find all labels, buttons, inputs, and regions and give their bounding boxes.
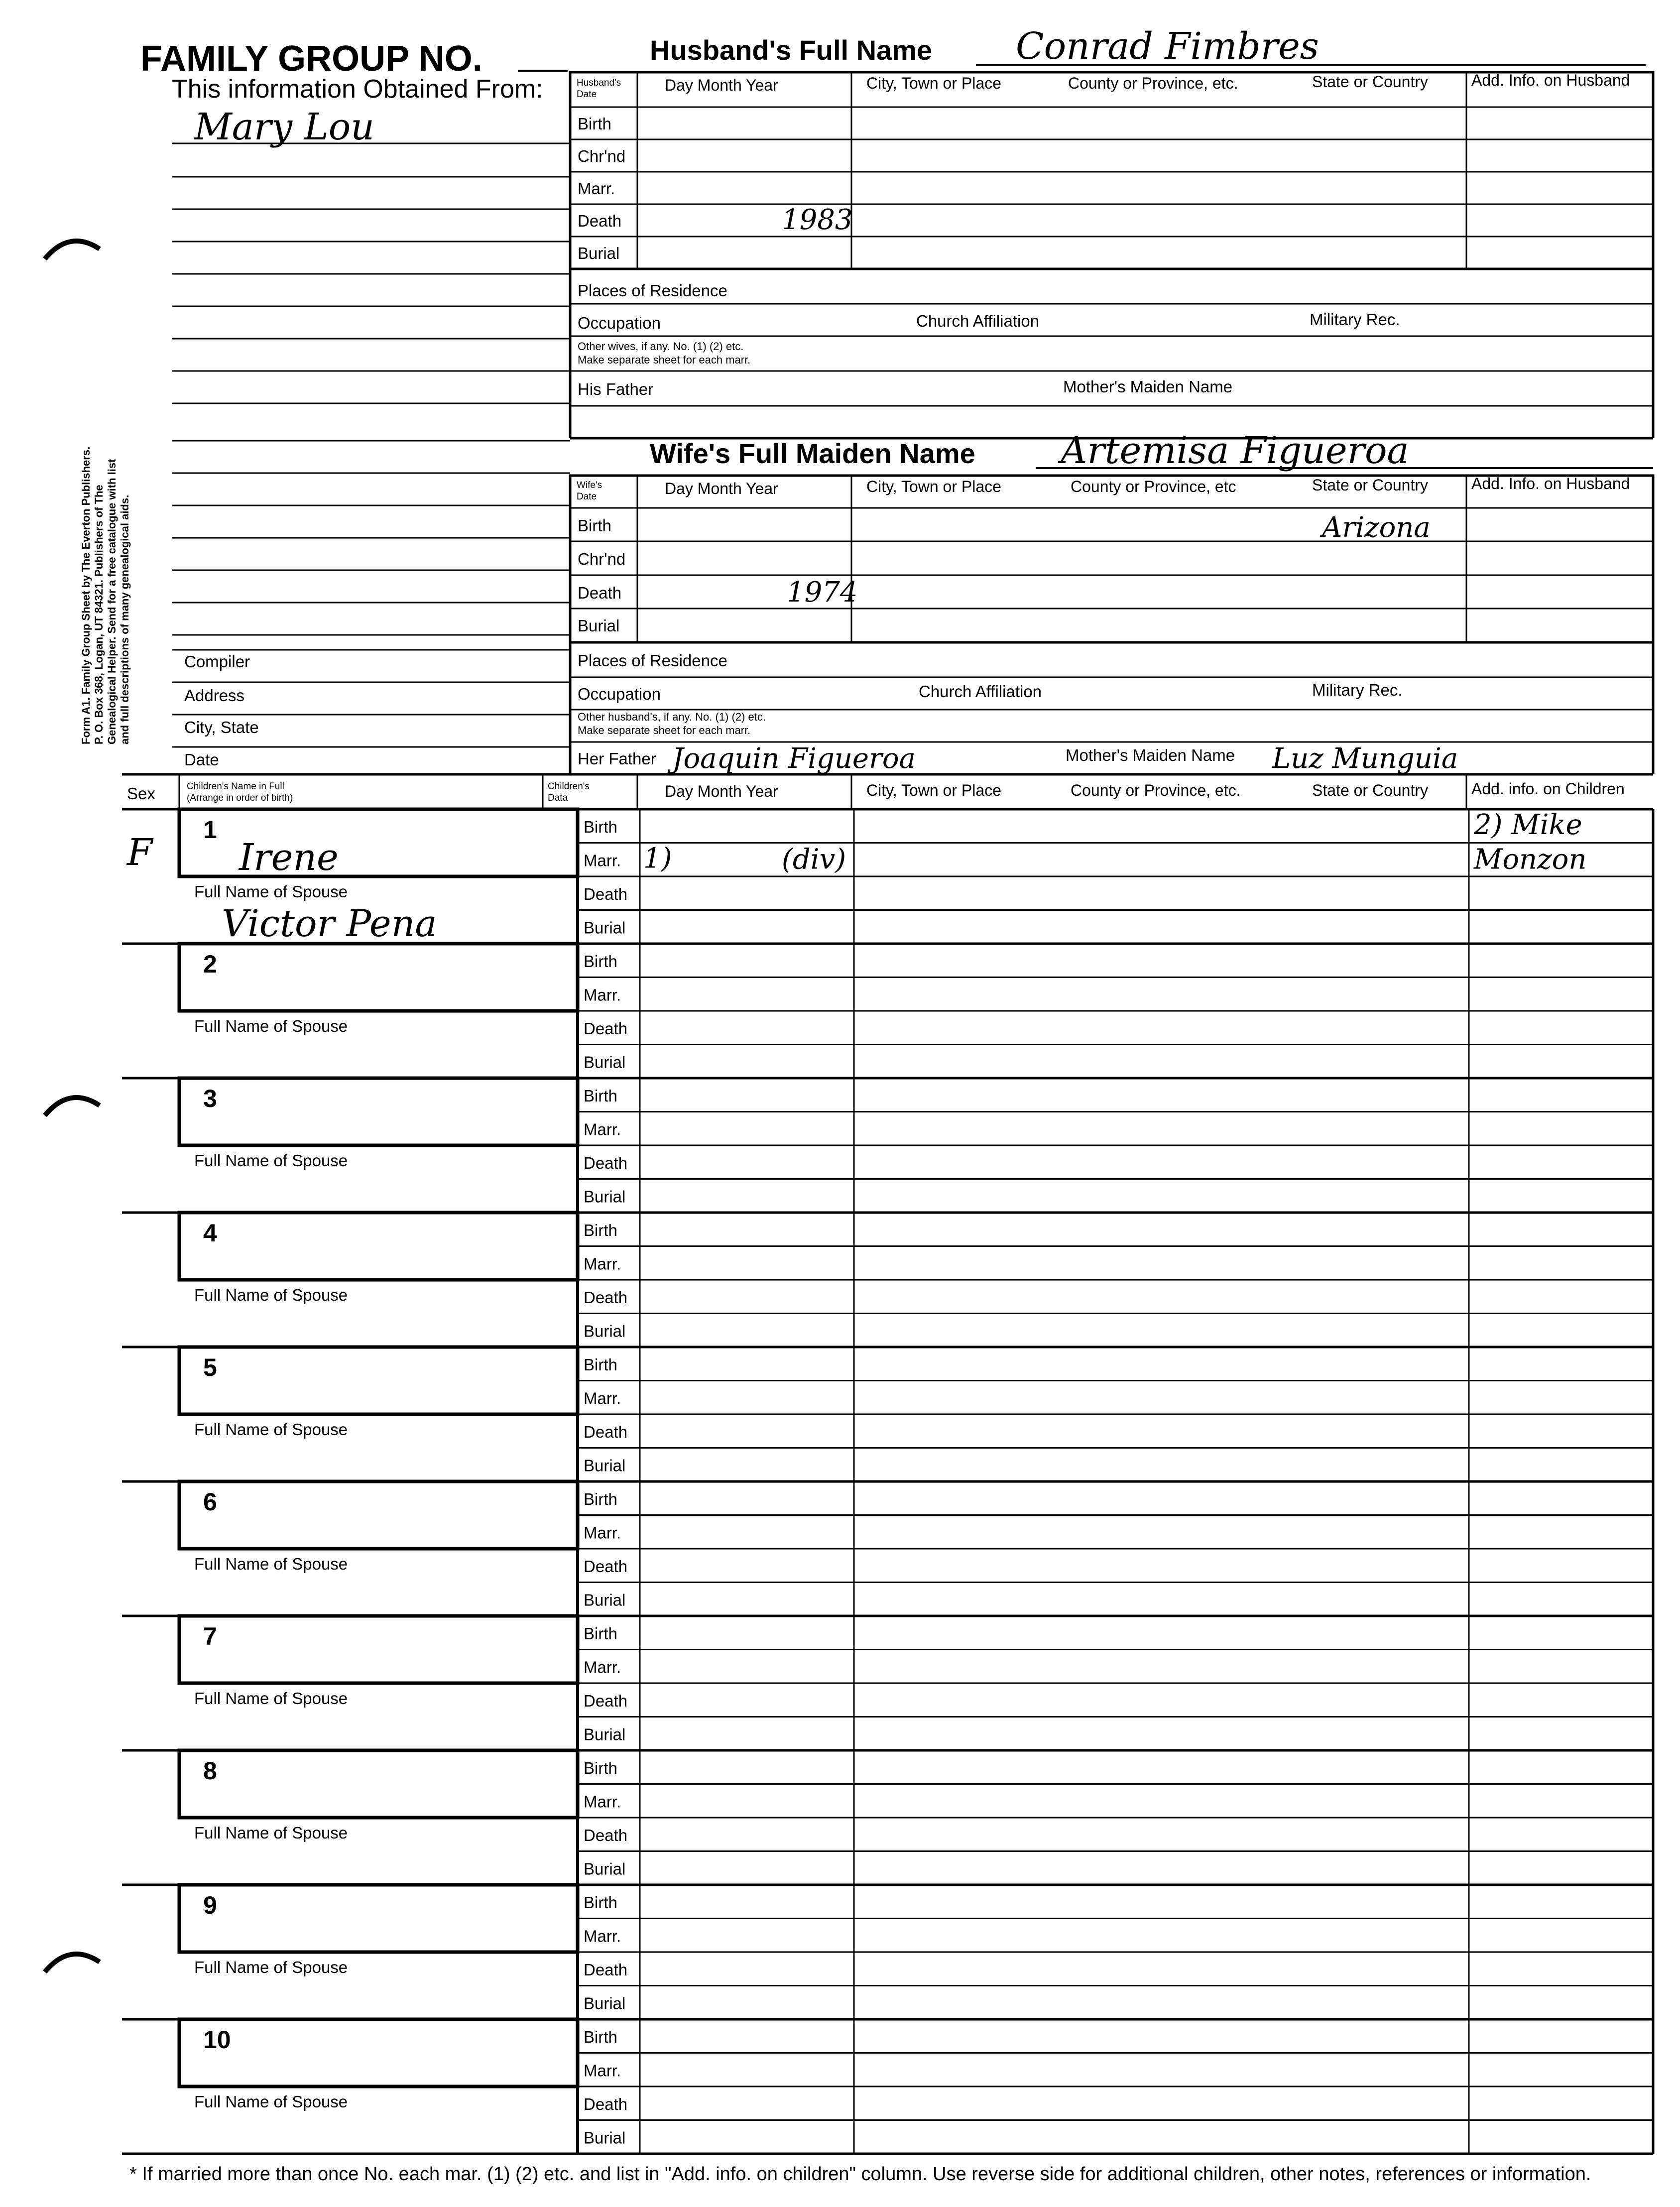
wifes-date-label-2: Date bbox=[577, 491, 597, 502]
publisher-note-line-1: Form A1. Family Group Sheet by The Everton Publishers. bbox=[80, 446, 92, 744]
wife-military-label: Military Rec. bbox=[1312, 681, 1403, 699]
child-add-info-line-2: Monzon bbox=[1474, 843, 1587, 876]
child-burial-label: Burial bbox=[584, 1456, 626, 1475]
child-burial-label: Burial bbox=[584, 1859, 626, 1878]
child-burial-label: Burial bbox=[584, 1725, 626, 1744]
spouse-label: Full Name of Spouse bbox=[194, 1689, 348, 1708]
spouse-label: Full Name of Spouse bbox=[194, 1286, 348, 1304]
childrens-date-label-2: Data bbox=[548, 793, 568, 803]
child-marr-day: 1) bbox=[643, 842, 672, 875]
hus-residence-label: Places of Residence bbox=[578, 281, 727, 300]
publisher-note-line-3: Genealogical Helper. Send for a free catalogue with list bbox=[106, 459, 118, 744]
child-burial-label: Burial bbox=[584, 1053, 626, 1072]
husbands-date-label-1: Husband's bbox=[577, 78, 621, 88]
child-death-label: Death bbox=[584, 885, 628, 903]
wife-info bbox=[570, 642, 1653, 775]
wife-church-label: Church Affiliation bbox=[919, 682, 1042, 701]
child-death-label: Death bbox=[584, 1288, 628, 1307]
child-name-box bbox=[179, 1347, 578, 1414]
wife-burial-label: Burial bbox=[578, 616, 620, 635]
child-marr-label: Marr. bbox=[584, 1120, 621, 1139]
child-marr-label: Marr. bbox=[584, 1658, 621, 1677]
wife-chrnd-label: Chr'nd bbox=[578, 550, 626, 568]
child-birth-label: Birth bbox=[584, 1221, 617, 1239]
child-marr-year: (div) bbox=[782, 843, 846, 876]
child-number: 10 bbox=[203, 2026, 231, 2054]
hus-marr-label: Marr. bbox=[578, 179, 615, 198]
spouse-label: Full Name of Spouse bbox=[194, 1420, 348, 1439]
child-spouse-name: Victor Pena bbox=[222, 902, 437, 945]
hus-burial-label: Burial bbox=[578, 244, 620, 262]
wife-residence-label: Places of Residence bbox=[578, 651, 727, 670]
child-name-box bbox=[179, 2019, 578, 2086]
child-birth-label: Birth bbox=[584, 952, 617, 971]
spouse-label: Full Name of Spouse bbox=[194, 2092, 348, 2111]
child-birth-label: Birth bbox=[584, 1759, 617, 1777]
wife-mothers-maiden-value: Luz Munguia bbox=[1272, 742, 1458, 775]
child-death-label: Death bbox=[584, 1154, 628, 1172]
child-death-label: Death bbox=[584, 1557, 628, 1576]
sex-header: Sex bbox=[127, 784, 155, 803]
child-name-box bbox=[179, 1078, 578, 1145]
children-blocks bbox=[122, 809, 1653, 2154]
child-name-box bbox=[179, 1750, 578, 1818]
child-add-info-header: Add. info. on Children bbox=[1471, 780, 1625, 798]
child-name-header-1: Children's Name in Full bbox=[187, 781, 284, 792]
hus-other-wives-2: Make separate sheet for each marr. bbox=[578, 354, 751, 366]
hus-church-label: Church Affiliation bbox=[916, 312, 1040, 330]
child-block-8 bbox=[122, 1750, 1653, 1885]
hus-military-label: Military Rec. bbox=[1310, 310, 1400, 329]
hus-day-month-year: Day Month Year bbox=[665, 76, 778, 94]
child-number: 5 bbox=[203, 1353, 217, 1381]
spouse-label: Full Name of Spouse bbox=[194, 1017, 348, 1035]
child-birth-label: Birth bbox=[584, 1490, 617, 1508]
husband-name-value: Conrad Fimbres bbox=[1016, 25, 1319, 68]
child-sex: F bbox=[127, 831, 153, 874]
child-burial-label: Burial bbox=[584, 1591, 626, 1609]
publisher-note-line-4: and full descriptions of many genealogical aids. bbox=[119, 494, 131, 744]
wife-other-husbands-1: Other husband's, if any. No. (1) (2) etc. bbox=[578, 711, 766, 723]
publisher-note-line-2: P. O. Box 368, Logan, UT 84321. Publishers of The bbox=[93, 485, 105, 744]
footnote: * If married more than once No. each mar. (1) (2) etc. and list in "Add. info. on children" column. Use reverse side for additional children, other notes, references or information. bbox=[129, 2164, 1591, 2185]
child-block-10 bbox=[122, 2019, 1653, 2154]
child-birth-label: Birth bbox=[584, 818, 617, 836]
hus-city-header: City, Town or Place bbox=[866, 74, 1001, 92]
child-block-1 bbox=[122, 809, 1653, 945]
binder-hole-bottom bbox=[45, 1954, 100, 1972]
child-death-label: Death bbox=[584, 1961, 628, 1979]
child-birth-label: Birth bbox=[584, 2028, 617, 2046]
child-city-header: City, Town or Place bbox=[866, 781, 1001, 799]
wife-death-year: 1974 bbox=[787, 576, 858, 609]
child-day-month-year: Day Month Year bbox=[665, 782, 778, 800]
husband-name-label: Husband's Full Name bbox=[650, 34, 933, 66]
hus-mothers-maiden-label: Mother's Maiden Name bbox=[1063, 377, 1233, 396]
child-burial-label: Burial bbox=[584, 2128, 626, 2147]
child-name-box bbox=[179, 1885, 578, 1952]
children-header bbox=[122, 774, 1653, 809]
wife-mothers-maiden-label: Mother's Maiden Name bbox=[1066, 746, 1235, 764]
obtained-from-lines bbox=[172, 143, 570, 635]
child-block-6 bbox=[122, 1481, 1653, 1616]
child-death-label: Death bbox=[584, 1019, 628, 1038]
husbands-date-label-2: Date bbox=[577, 89, 597, 100]
hus-add-info-header: Add. Info. on Husband bbox=[1471, 71, 1630, 89]
obtained-from-label: This information Obtained From: bbox=[172, 75, 543, 104]
child-burial-label: Burial bbox=[584, 1322, 626, 1341]
spouse-label: Full Name of Spouse bbox=[194, 882, 348, 901]
wife-birth-state: Arizona bbox=[1322, 511, 1431, 544]
child-block-3 bbox=[122, 1078, 1653, 1213]
hus-state-header: State or Country bbox=[1312, 73, 1428, 91]
hus-other-wives-1: Other wives, if any. No. (1) (2) etc. bbox=[578, 340, 744, 353]
wife-death-label: Death bbox=[578, 584, 622, 602]
child-name: Irene bbox=[239, 836, 339, 879]
child-block-2 bbox=[122, 944, 1653, 1078]
spouse-label: Full Name of Spouse bbox=[194, 1151, 348, 1170]
child-burial-label: Burial bbox=[584, 918, 626, 937]
child-block-9 bbox=[122, 1885, 1653, 2019]
child-death-label: Death bbox=[584, 1423, 628, 1441]
child-number: 4 bbox=[203, 1219, 217, 1247]
child-marr-label: Marr. bbox=[584, 985, 621, 1004]
her-father-label: Her Father bbox=[578, 749, 656, 768]
child-birth-label: Birth bbox=[584, 1087, 617, 1105]
child-number: 1 bbox=[203, 816, 217, 844]
wife-birth-label: Birth bbox=[578, 516, 611, 535]
wife-name-value: Artemisa Figueroa bbox=[1061, 429, 1409, 472]
date-label: Date bbox=[184, 750, 219, 769]
child-marr-label: Marr. bbox=[584, 1927, 621, 1946]
child-death-label: Death bbox=[584, 2095, 628, 2113]
wife-other-husbands-2: Make separate sheet for each marr. bbox=[578, 724, 751, 736]
compiler-block bbox=[172, 650, 570, 769]
compiler-label: Compiler bbox=[184, 652, 250, 671]
child-marr-label: Marr. bbox=[584, 2061, 621, 2080]
childrens-date-label-1: Children's bbox=[548, 781, 590, 792]
obtained-from-value: Mary Lou bbox=[194, 106, 374, 148]
hus-county-header: County or Province, etc. bbox=[1068, 74, 1238, 92]
child-number: 8 bbox=[203, 1757, 217, 1785]
child-marr-label: Marr. bbox=[584, 1254, 621, 1273]
her-father-value: Joaquin Figueroa bbox=[672, 742, 916, 775]
child-marr-label: Marr. bbox=[584, 851, 621, 870]
child-add-info-line-1: 2) Mike bbox=[1474, 809, 1582, 841]
child-marr-label: Marr. bbox=[584, 1523, 621, 1542]
child-burial-label: Burial bbox=[584, 1187, 626, 1206]
hus-death-label: Death bbox=[578, 212, 622, 230]
wife-add-info-header: Add. Info. on Husband bbox=[1471, 475, 1630, 492]
wife-county-header: County or Province, etc bbox=[1071, 478, 1236, 495]
child-marr-label: Marr. bbox=[584, 1792, 621, 1811]
child-number: 2 bbox=[203, 950, 217, 978]
wife-city-header: City, Town or Place bbox=[866, 478, 1001, 495]
child-burial-label: Burial bbox=[584, 1994, 626, 2013]
city-state-label: City, State bbox=[184, 718, 259, 736]
wife-table bbox=[570, 475, 1653, 642]
child-birth-label: Birth bbox=[584, 1893, 617, 1912]
child-number: 3 bbox=[203, 1085, 217, 1112]
child-death-label: Death bbox=[584, 1826, 628, 1844]
spouse-label: Full Name of Spouse bbox=[194, 1958, 348, 1976]
child-block-4 bbox=[122, 1213, 1653, 1347]
wifes-date-label-1: Wife's bbox=[577, 480, 602, 490]
child-number: 6 bbox=[203, 1488, 217, 1516]
publisher-note bbox=[80, 447, 131, 744]
husband-table bbox=[570, 71, 1653, 269]
child-birth-label: Birth bbox=[584, 1624, 617, 1643]
husband-info bbox=[570, 269, 1653, 438]
wife-name-label: Wife's Full Maiden Name bbox=[650, 438, 975, 469]
hus-birth-label: Birth bbox=[578, 115, 611, 133]
child-number: 9 bbox=[203, 1891, 217, 1919]
spouse-label: Full Name of Spouse bbox=[194, 1555, 348, 1573]
wife-occupation-label: Occupation bbox=[578, 685, 661, 703]
wife-state-header: State or Country bbox=[1312, 476, 1428, 494]
child-number: 7 bbox=[203, 1622, 217, 1650]
spouse-label: Full Name of Spouse bbox=[194, 1824, 348, 1842]
binder-hole-middle bbox=[45, 1098, 100, 1115]
his-father-label: His Father bbox=[578, 380, 654, 398]
binder-hole-top bbox=[45, 241, 100, 259]
child-name-box bbox=[179, 944, 578, 1011]
wife-day-month-year: Day Month Year bbox=[665, 480, 778, 497]
hus-death-year: 1983 bbox=[782, 204, 853, 236]
child-name-header-2: (Arrange in order of birth) bbox=[187, 793, 293, 803]
hus-occupation-label: Occupation bbox=[578, 314, 661, 332]
child-name-box bbox=[179, 1481, 578, 1549]
address-label: Address bbox=[184, 686, 245, 705]
child-death-label: Death bbox=[584, 1692, 628, 1710]
hus-chrnd-label: Chr'nd bbox=[578, 147, 626, 165]
child-county-header: County or Province, etc. bbox=[1071, 781, 1241, 799]
child-name-box bbox=[179, 1213, 578, 1280]
child-name-box bbox=[179, 1616, 578, 1683]
child-state-header: State or Country bbox=[1312, 781, 1428, 799]
child-block-7 bbox=[122, 1616, 1653, 1750]
child-block-5 bbox=[122, 1347, 1653, 1481]
child-marr-label: Marr. bbox=[584, 1389, 621, 1408]
child-birth-label: Birth bbox=[584, 1355, 617, 1374]
form-title: FAMILY GROUP NO. bbox=[140, 39, 482, 79]
